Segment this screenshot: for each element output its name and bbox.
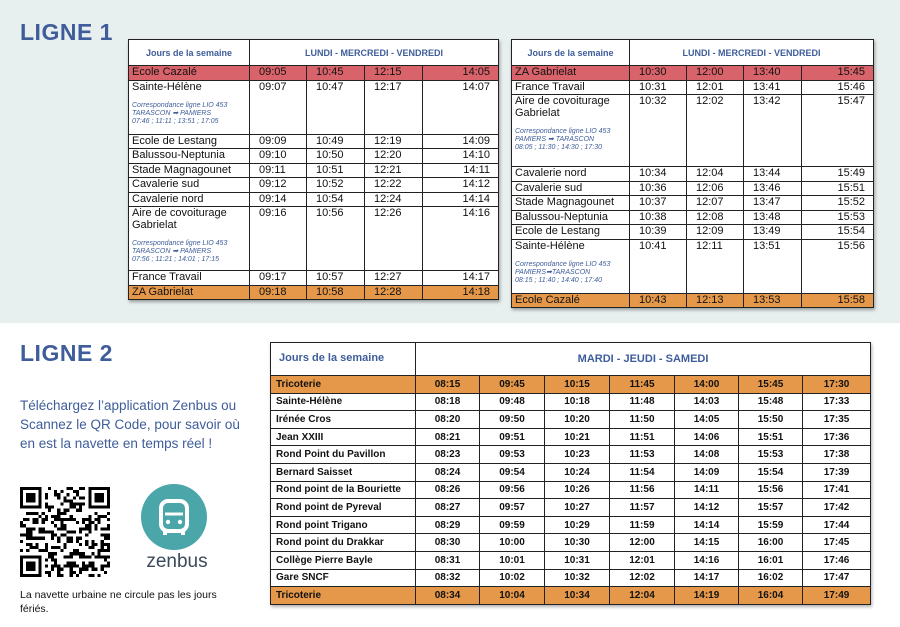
time-cell: 15:45 xyxy=(802,66,874,81)
time-cell: 10:43 xyxy=(630,293,687,308)
stop-cell: Gare SNCF xyxy=(271,569,416,587)
time-cell: 08:29 xyxy=(416,516,480,534)
table-row xyxy=(271,499,871,517)
time-cell: 10:54 xyxy=(307,192,365,207)
time-cell: 17:49 xyxy=(803,587,871,605)
stop-cell: Tricoterie xyxy=(271,376,416,394)
table-row xyxy=(129,192,499,207)
time-cell: 10:47 xyxy=(307,80,365,134)
header-stop: Jours de la semaine xyxy=(129,40,250,66)
holiday-note: La navette urbaine ne circule pas les jours fériés. xyxy=(20,589,217,615)
time-cell: 17:30 xyxy=(803,376,871,394)
time-cell: 11:59 xyxy=(610,516,675,534)
time-cell: 08:21 xyxy=(416,428,480,446)
time-cell: 13:49 xyxy=(744,225,802,240)
stop-cell xyxy=(512,167,630,182)
time-cell: 14:10 xyxy=(423,149,499,164)
time-cell: 12:27 xyxy=(365,271,423,286)
stop-name: France Travail xyxy=(515,80,585,93)
time-cell: 17:44 xyxy=(803,516,871,534)
correspondance-line: TARASCON ➡ PAMIERS xyxy=(132,109,212,117)
stop-cell xyxy=(129,80,250,134)
stop-name: Ecole Cazalé xyxy=(515,293,580,306)
time-cell: 15:53 xyxy=(739,446,803,464)
time-cell: 16:04 xyxy=(739,587,803,605)
time-cell: 10:50 xyxy=(307,149,365,164)
time-cell: 14:09 xyxy=(423,134,499,149)
time-cell: 15:59 xyxy=(739,516,803,534)
time-cell: 10:57 xyxy=(307,271,365,286)
time-cell: 14:05 xyxy=(675,411,739,429)
stop-cell xyxy=(512,80,630,95)
time-cell: 10:04 xyxy=(480,587,545,605)
time-cell: 13:51 xyxy=(744,239,802,293)
time-cell: 11:48 xyxy=(610,393,675,411)
time-cell: 10:34 xyxy=(545,587,610,605)
time-cell: 14:00 xyxy=(675,376,739,394)
time-cell: 10:15 xyxy=(545,376,610,394)
stop-name: Ecole de Lestang xyxy=(515,225,601,237)
time-cell: 14:16 xyxy=(423,207,499,271)
time-cell: 10:36 xyxy=(630,181,687,196)
correspondance-line: 08:05 ; 11:30 ; 14:30 ; 17:30 xyxy=(515,144,603,151)
table-row xyxy=(512,80,874,95)
table-row xyxy=(512,66,874,81)
stop-cell xyxy=(129,134,250,149)
time-cell: 09:17 xyxy=(250,271,307,286)
time-cell: 10:32 xyxy=(545,569,610,587)
time-cell: 15:54 xyxy=(802,225,874,240)
time-cell: 12:19 xyxy=(365,134,423,149)
time-cell: 14:17 xyxy=(423,271,499,286)
time-cell: 08:26 xyxy=(416,481,480,499)
time-cell: 17:36 xyxy=(803,428,871,446)
stop-cell xyxy=(512,66,630,81)
time-cell: 09:48 xyxy=(480,393,545,411)
time-cell: 14:12 xyxy=(675,499,739,517)
time-cell: 12:04 xyxy=(610,587,675,605)
ligne1-retour-body xyxy=(512,66,874,308)
time-cell: 14:17 xyxy=(675,569,739,587)
time-cell: 17:42 xyxy=(803,499,871,517)
time-cell: 12:02 xyxy=(687,95,744,167)
header-days: LUNDI - MERCREDI - VENDREDI xyxy=(250,40,499,66)
time-cell: 12:13 xyxy=(687,293,744,308)
header-days: MARDI - JEUDI - SAMEDI xyxy=(416,343,871,376)
stop-cell: Rond point Trigano xyxy=(271,516,416,534)
stop-cell: Tricoterie xyxy=(271,587,416,605)
table-row xyxy=(271,376,871,394)
time-cell: 14:11 xyxy=(675,481,739,499)
time-cell: 10:41 xyxy=(630,239,687,293)
time-cell: 15:51 xyxy=(739,428,803,446)
time-cell: 08:32 xyxy=(416,569,480,587)
time-cell: 10:34 xyxy=(630,167,687,182)
time-cell: 13:42 xyxy=(744,95,802,167)
time-cell: 17:35 xyxy=(803,411,871,429)
table-row xyxy=(129,80,499,134)
time-cell: 10:37 xyxy=(630,196,687,211)
time-cell: 09:14 xyxy=(250,192,307,207)
stop-cell: Bernard Saisset xyxy=(271,463,416,481)
stop-cell: Rond Point du Pavillon xyxy=(271,446,416,464)
table-row xyxy=(129,149,499,164)
stop-name: France Travail xyxy=(132,271,202,283)
table-row xyxy=(512,293,874,308)
stop-cell xyxy=(129,285,250,300)
stop-cell xyxy=(512,196,630,211)
correspondance-note xyxy=(132,102,246,126)
correspondance-line: 07:56 ; 11:21 ; 14:01 ; 17:15 xyxy=(132,256,220,263)
time-cell: 09:57 xyxy=(480,499,545,517)
table-row xyxy=(129,178,499,193)
stop-name: Ecole de Lestang xyxy=(132,134,218,147)
stop-cell xyxy=(129,149,250,164)
time-cell: 09:07 xyxy=(250,80,307,134)
time-cell: 09:54 xyxy=(480,463,545,481)
time-cell: 10:31 xyxy=(630,80,687,95)
time-cell: 08:31 xyxy=(416,551,480,569)
ligne1-aller-table xyxy=(128,39,499,300)
time-cell: 12:04 xyxy=(687,167,744,182)
table-row xyxy=(271,393,871,411)
correspondance-line: Correspondance ligne LIO 453 xyxy=(132,240,228,247)
time-cell: 14:08 xyxy=(675,446,739,464)
stop-cell: Rond point de Pyreval xyxy=(271,499,416,517)
time-cell: 15:45 xyxy=(739,376,803,394)
time-cell: 13:48 xyxy=(744,210,802,225)
table-row xyxy=(271,587,871,605)
time-cell: 08:34 xyxy=(416,587,480,605)
time-cell: 13:40 xyxy=(744,66,802,81)
time-cell: 09:50 xyxy=(480,411,545,429)
time-cell: 15:58 xyxy=(802,293,874,308)
time-cell: 17:39 xyxy=(803,463,871,481)
table-row xyxy=(129,134,499,149)
time-cell: 17:41 xyxy=(803,481,871,499)
qr-code-icon[interactable] xyxy=(20,487,110,577)
time-cell: 12:09 xyxy=(687,225,744,240)
time-cell: 10:51 xyxy=(307,163,365,178)
stop-name: Aire de covoiturage Gabrielat xyxy=(132,207,227,231)
time-cell: 14:07 xyxy=(423,80,499,134)
time-cell: 12:17 xyxy=(365,80,423,134)
time-cell: 10:26 xyxy=(545,481,610,499)
time-cell: 10:58 xyxy=(307,285,365,300)
time-cell: 08:23 xyxy=(416,446,480,464)
stop-cell xyxy=(512,181,630,196)
time-cell: 15:47 xyxy=(802,95,874,167)
time-cell: 09:11 xyxy=(250,163,307,178)
time-cell: 10:30 xyxy=(630,66,687,81)
time-cell: 09:12 xyxy=(250,178,307,193)
ligne2-title: LIGNE 2 xyxy=(20,340,113,366)
ligne1-title: LIGNE 1 xyxy=(20,19,113,45)
stop-cell: Sainte-Hélène xyxy=(271,393,416,411)
time-cell: 14:05 xyxy=(423,66,499,81)
stop-cell xyxy=(512,239,630,293)
ligne1-aller-body xyxy=(129,66,499,300)
stop-cell: Rond point du Drakkar xyxy=(271,534,416,552)
time-cell: 17:33 xyxy=(803,393,871,411)
stop-cell: Irénée Cros xyxy=(271,411,416,429)
time-cell: 11:57 xyxy=(610,499,675,517)
time-cell: 10:31 xyxy=(545,551,610,569)
table-row xyxy=(271,428,871,446)
time-cell: 17:47 xyxy=(803,569,871,587)
stop-cell xyxy=(129,178,250,193)
table-row xyxy=(129,207,499,271)
table-row xyxy=(271,516,871,534)
stop-name: Cavalerie nord xyxy=(515,167,587,179)
stop-name: Stade Magnagounet xyxy=(515,196,615,208)
time-cell: 16:01 xyxy=(739,551,803,569)
correspondance-note xyxy=(515,261,626,285)
stop-name: Stade Magnagounet xyxy=(132,163,232,176)
time-cell: 15:48 xyxy=(739,393,803,411)
table-row xyxy=(512,181,874,196)
stop-cell xyxy=(129,207,250,271)
time-cell: 15:56 xyxy=(739,481,803,499)
ligne1-retour-table xyxy=(511,39,874,308)
correspondance-line: Correspondance ligne LIO 453 xyxy=(515,260,611,268)
time-cell: 10:27 xyxy=(545,499,610,517)
time-cell: 10:45 xyxy=(307,66,365,81)
zenbus-promo-text: Téléchargez l’application Zenbus ou Scannez le QR Code, pour savoir où en est la navette en temps réel ! xyxy=(20,398,240,451)
time-cell: 11:51 xyxy=(610,428,675,446)
table-row xyxy=(512,196,874,211)
correspondance-note xyxy=(132,240,246,264)
table-row xyxy=(271,463,871,481)
stop-name: Cavalerie sud xyxy=(132,178,200,190)
time-cell: 12:01 xyxy=(687,80,744,95)
time-cell: 16:00 xyxy=(739,534,803,552)
time-cell: 12:08 xyxy=(687,210,744,225)
correspondance-note xyxy=(515,128,626,152)
ligne2-table xyxy=(270,342,871,605)
time-cell: 12:07 xyxy=(687,196,744,211)
time-cell: 12:24 xyxy=(365,192,423,207)
time-cell: 11:50 xyxy=(610,411,675,429)
table-row xyxy=(512,95,874,167)
correspondance-line: TARASCON ➡ PAMIERS xyxy=(132,248,212,255)
time-cell: 12:20 xyxy=(365,149,423,164)
time-cell: 09:53 xyxy=(480,446,545,464)
time-cell: 13:53 xyxy=(744,293,802,308)
table-row xyxy=(271,569,871,587)
time-cell: 13:44 xyxy=(744,167,802,182)
time-cell: 15:56 xyxy=(802,239,874,293)
time-cell: 14:14 xyxy=(423,192,499,207)
time-cell: 10:01 xyxy=(480,551,545,569)
time-cell: 15:57 xyxy=(739,499,803,517)
stop-cell xyxy=(512,293,630,308)
stop-cell xyxy=(129,163,250,178)
time-cell: 15:53 xyxy=(802,210,874,225)
time-cell: 12:11 xyxy=(687,239,744,293)
time-cell: 10:39 xyxy=(630,225,687,240)
time-cell: 09:18 xyxy=(250,285,307,300)
table-row xyxy=(512,239,874,293)
time-cell: 15:49 xyxy=(802,167,874,182)
time-cell: 10:20 xyxy=(545,411,610,429)
time-cell: 14:18 xyxy=(423,285,499,300)
time-cell: 10:49 xyxy=(307,134,365,149)
time-cell: 15:46 xyxy=(802,80,874,95)
correspondance-line: Correspondance ligne LIO 453 xyxy=(132,101,228,109)
stop-name: Sainte-Hélène xyxy=(132,80,202,93)
time-cell: 15:50 xyxy=(739,411,803,429)
time-cell: 12:00 xyxy=(610,534,675,552)
time-cell: 11:56 xyxy=(610,481,675,499)
time-cell: 14:16 xyxy=(675,551,739,569)
header-stop: Jours de la semaine xyxy=(512,40,630,66)
time-cell: 12:01 xyxy=(610,551,675,569)
time-cell: 12:00 xyxy=(687,66,744,81)
stop-name: Cavalerie sud xyxy=(515,181,583,194)
stop-cell: Rond point de la Bouriette xyxy=(271,481,416,499)
time-cell: 12:02 xyxy=(610,569,675,587)
time-cell: 10:52 xyxy=(307,178,365,193)
time-cell: 08:24 xyxy=(416,463,480,481)
stop-cell xyxy=(129,192,250,207)
stop-name: Sainte-Hélène xyxy=(515,239,585,252)
table-row xyxy=(512,210,874,225)
time-cell: 08:18 xyxy=(416,393,480,411)
time-cell: 11:53 xyxy=(610,446,675,464)
time-cell: 09:51 xyxy=(480,428,545,446)
table-row xyxy=(271,481,871,499)
time-cell: 13:41 xyxy=(744,80,802,95)
time-cell: 08:15 xyxy=(416,376,480,394)
stop-name: Ecole Cazalé xyxy=(132,66,197,78)
stop-cell: Collège Pierre Bayle xyxy=(271,551,416,569)
stop-name: ZA Gabrielat xyxy=(515,66,577,78)
table-row xyxy=(129,285,499,300)
time-cell: 09:16 xyxy=(250,207,307,271)
time-cell: 10:02 xyxy=(480,569,545,587)
stop-cell xyxy=(129,66,250,81)
time-cell: 10:23 xyxy=(545,446,610,464)
time-cell: 10:00 xyxy=(480,534,545,552)
time-cell: 14:06 xyxy=(675,428,739,446)
time-cell: 12:21 xyxy=(365,163,423,178)
time-cell: 12:28 xyxy=(365,285,423,300)
time-cell: 13:46 xyxy=(744,181,802,196)
time-cell: 11:45 xyxy=(610,376,675,394)
time-cell: 12:26 xyxy=(365,207,423,271)
time-cell: 15:54 xyxy=(739,463,803,481)
table-row xyxy=(129,163,499,178)
ligne2-body xyxy=(271,376,871,605)
time-cell: 09:56 xyxy=(480,481,545,499)
time-cell: 10:18 xyxy=(545,393,610,411)
correspondance-line: 08:15 ; 11:40 ; 14:40 ; 17:40 xyxy=(515,276,603,284)
stop-name: Cavalerie nord xyxy=(132,192,204,205)
time-cell: 10:30 xyxy=(545,534,610,552)
table-row xyxy=(271,551,871,569)
correspondance-line: PAMIERS➡TARASCON xyxy=(515,268,591,276)
time-cell: 15:52 xyxy=(802,196,874,211)
stop-cell xyxy=(129,271,250,286)
time-cell: 11:54 xyxy=(610,463,675,481)
stop-name: Balussou-Neptunia xyxy=(515,210,608,223)
time-cell: 14:19 xyxy=(675,587,739,605)
stop-cell xyxy=(512,95,630,167)
time-cell: 14:03 xyxy=(675,393,739,411)
time-cell: 12:06 xyxy=(687,181,744,196)
table-row xyxy=(512,225,874,240)
time-cell: 14:09 xyxy=(675,463,739,481)
correspondance-line: Correspondance ligne LIO 453 xyxy=(515,128,611,135)
table-row xyxy=(129,271,499,286)
correspondance-line: 07:46 ; 11:11 ; 13:51 ; 17:05 xyxy=(132,117,219,125)
time-cell: 17:38 xyxy=(803,446,871,464)
time-cell: 12:15 xyxy=(365,66,423,81)
time-cell: 09:10 xyxy=(250,149,307,164)
time-cell: 17:46 xyxy=(803,551,871,569)
time-cell: 17:45 xyxy=(803,534,871,552)
table-row xyxy=(271,446,871,464)
time-cell: 14:11 xyxy=(423,163,499,178)
header-stop: Jours de la semaine xyxy=(271,343,416,376)
time-cell: 14:15 xyxy=(675,534,739,552)
time-cell: 09:09 xyxy=(250,134,307,149)
table-row xyxy=(271,534,871,552)
time-cell: 09:45 xyxy=(480,376,545,394)
time-cell: 10:24 xyxy=(545,463,610,481)
stop-cell: Jean XXIII xyxy=(271,428,416,446)
time-cell: 10:21 xyxy=(545,428,610,446)
time-cell: 08:20 xyxy=(416,411,480,429)
table-row xyxy=(271,411,871,429)
stop-name: ZA Gabrielat xyxy=(132,285,194,298)
time-cell: 15:51 xyxy=(802,181,874,196)
time-cell: 14:14 xyxy=(675,516,739,534)
time-cell: 12:22 xyxy=(365,178,423,193)
correspondance-line: PAMIERS ➡ TARASCON xyxy=(515,136,595,143)
time-cell: 10:32 xyxy=(630,95,687,167)
time-cell: 16:02 xyxy=(739,569,803,587)
time-cell: 10:38 xyxy=(630,210,687,225)
stop-name: Aire de covoiturage Gabrielat xyxy=(515,95,610,119)
zenbus-logo-label: zenbus xyxy=(146,551,208,572)
time-cell: 13:47 xyxy=(744,196,802,211)
time-cell: 14:12 xyxy=(423,178,499,193)
header-days: LUNDI - MERCREDI - VENDREDI xyxy=(630,40,874,66)
bus-icon[interactable] xyxy=(141,484,207,550)
stop-cell xyxy=(512,225,630,240)
time-cell: 08:30 xyxy=(416,534,480,552)
stop-name: Balussou-Neptunia xyxy=(132,149,225,161)
time-cell: 09:05 xyxy=(250,66,307,81)
time-cell: 10:29 xyxy=(545,516,610,534)
stop-cell xyxy=(512,210,630,225)
time-cell: 08:27 xyxy=(416,499,480,517)
table-row xyxy=(512,167,874,182)
time-cell: 10:56 xyxy=(307,207,365,271)
table-row xyxy=(129,66,499,81)
time-cell: 09:59 xyxy=(480,516,545,534)
